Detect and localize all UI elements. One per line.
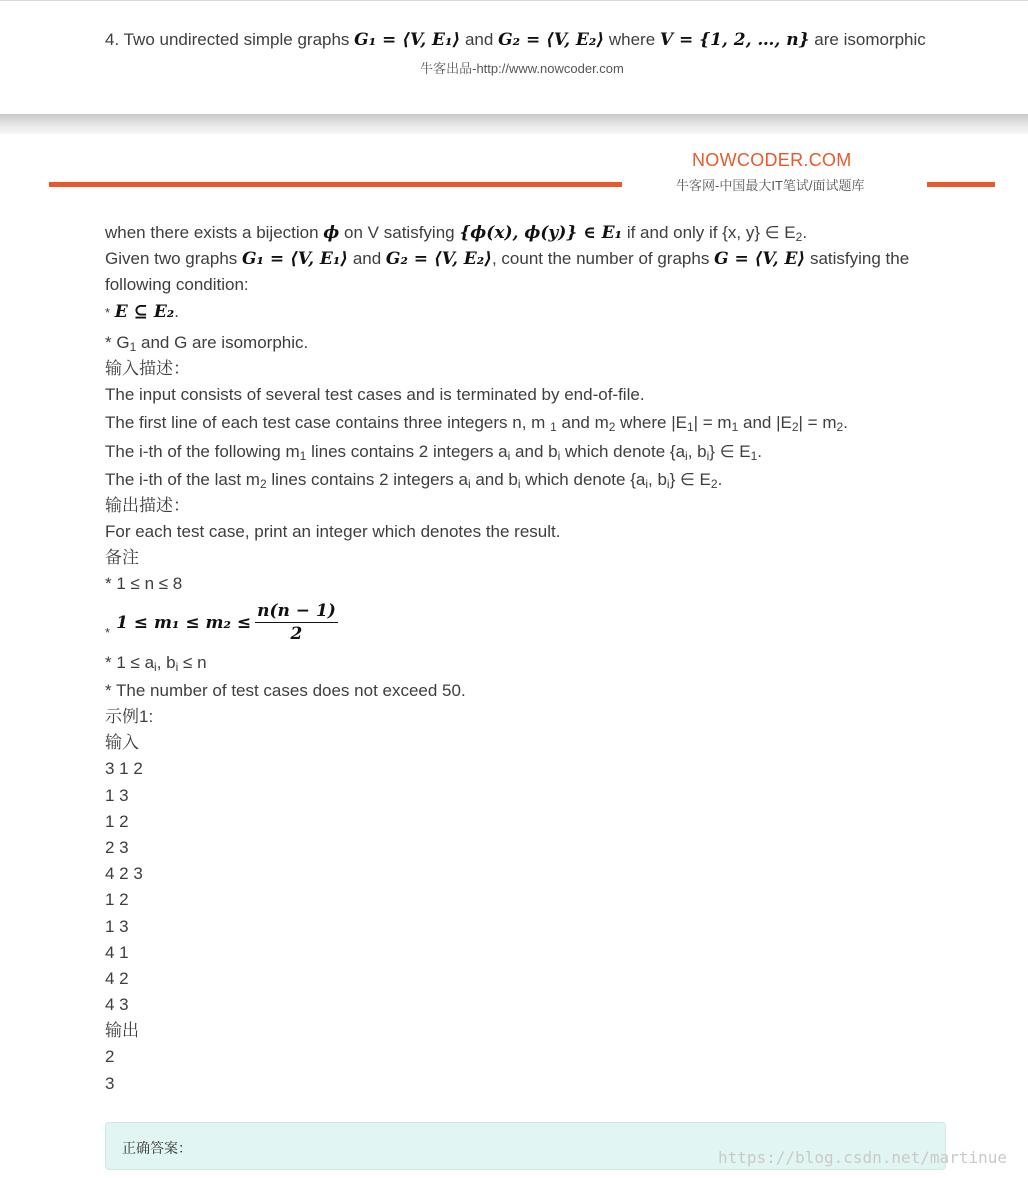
subscript: i — [685, 448, 688, 463]
bullet-star: * — [105, 304, 111, 320]
text: . — [843, 413, 848, 433]
text: } ∈ E — [709, 441, 751, 461]
subscript: 2 — [795, 230, 803, 244]
fraction-numerator: n(n − 1) — [257, 601, 336, 622]
input-line-4 — [105, 467, 945, 493]
desc-line-1 — [105, 220, 945, 246]
note-4: * The number of test cases does not exceed 50. — [105, 680, 466, 700]
subscript: 1 — [299, 448, 307, 463]
text: . — [174, 301, 179, 321]
problem-statement-line — [105, 22, 985, 58]
text: Given two graphs — [105, 249, 238, 269]
text: The i-th of the following m — [105, 441, 300, 461]
subscript: 2 — [608, 420, 616, 435]
brand-tagline: 牛客网-中国最大IT笔试/面试题库 — [676, 178, 865, 193]
example-heading: 示例1: — [105, 707, 154, 726]
example-output-label: 输出 — [105, 1021, 139, 1041]
condition-1 — [105, 299, 945, 325]
subscript: i — [175, 659, 179, 674]
text: which denote {a — [525, 469, 646, 489]
text: and |E — [743, 413, 792, 433]
text: . — [757, 441, 762, 461]
input-line-1: The input consists of several test cases and is terminated by end-of-file. — [105, 385, 645, 405]
text: , b — [687, 441, 707, 461]
brand-logo-text: NOWCODER.COM — [692, 150, 852, 170]
subset-formula: E ⊆ E₂ — [114, 301, 175, 322]
subscript: 2 — [791, 420, 799, 435]
text: when there exists a bijection — [105, 223, 319, 242]
text: and G are isomorphic. — [140, 332, 309, 352]
example-input-line: 1 3 — [105, 785, 129, 805]
subscript: i — [517, 476, 521, 491]
text: . — [802, 223, 808, 242]
desc-line-3: following condition: — [105, 275, 249, 295]
input-line-2 — [105, 410, 945, 436]
subscript: i — [557, 448, 561, 463]
problem-number-text: 4. Two undirected simple graphs — [105, 30, 350, 49]
text: * G — [105, 332, 130, 352]
where-text: where — [608, 30, 656, 49]
subscript: 1 — [731, 420, 739, 435]
source-footer: 牛客出品-http://www.nowcoder.com — [420, 61, 624, 76]
and-text: and — [464, 30, 494, 49]
example-input-line: 1 3 — [105, 916, 129, 936]
text: and — [352, 249, 382, 269]
text: , b — [156, 652, 176, 672]
text: | = m — [693, 413, 732, 433]
text: , b — [648, 469, 667, 489]
text: The i-th of the last m — [105, 469, 260, 489]
g1-formula: G₁ = ⟨V, E₁⟩ — [354, 30, 461, 50]
text: . — [717, 469, 723, 489]
subscript: i — [645, 476, 649, 491]
g1-formula: G₁ = ⟨V, E₁⟩ — [242, 249, 349, 270]
text: satisfying the — [809, 249, 910, 269]
subscript: i — [467, 476, 471, 491]
example-output-line: 3 — [105, 1073, 115, 1093]
subscript: 1 — [129, 339, 137, 354]
output-line-1: For each test case, print an integer which denotes the result. — [105, 522, 561, 542]
text: and m — [561, 413, 609, 433]
example-input-line: 4 1 — [105, 942, 129, 962]
subscript: 1 — [686, 420, 694, 435]
answer-label: 正确答案： — [122, 1140, 192, 1156]
text: lines contains 2 integers a — [271, 469, 468, 489]
subscript: 1 — [550, 420, 557, 435]
vertex-set-formula: V = {1, 2, …, n} — [659, 30, 810, 50]
text: and b — [515, 441, 558, 461]
inequality-formula: 1 ≤ m₁ ≤ m₂ ≤ — [116, 612, 252, 633]
note-2 — [105, 598, 945, 648]
header-bar-right — [927, 182, 995, 187]
subscript: i — [507, 448, 511, 463]
note-3 — [105, 650, 945, 676]
g2-formula: G₂ = ⟨V, E₂⟩ — [498, 30, 605, 50]
page-separator — [0, 114, 1028, 134]
example-input-label: 输入 — [105, 733, 139, 753]
watermark: https://blog.csdn.net/martinue — [718, 1148, 1007, 1167]
problem-content — [105, 220, 945, 1097]
g-formula: G = ⟨V, E⟩ — [714, 249, 806, 270]
text: if and only if {x, y} ∈ E — [626, 223, 796, 242]
text: where |E — [620, 413, 687, 433]
example-input-line: 4 3 — [105, 995, 129, 1015]
text: lines contains 2 integers a — [311, 441, 508, 461]
subscript: 2 — [259, 476, 267, 491]
example-input-line: 1 2 — [105, 890, 129, 910]
fraction-denominator: 2 — [290, 624, 303, 645]
bullet-star: * — [105, 624, 111, 640]
fraction — [255, 601, 338, 644]
g2-formula: G₂ = ⟨V, E₂⟩ — [385, 249, 492, 270]
text: on V satisfying — [344, 223, 455, 242]
example-output-block — [105, 1044, 945, 1096]
example-input-block — [105, 756, 945, 1018]
subscript: 2 — [710, 476, 718, 491]
input-heading: 输入描述： — [105, 358, 190, 378]
subscript: 2 — [836, 420, 844, 435]
subscript: i — [706, 448, 710, 463]
example-input-line: 2 3 — [105, 837, 129, 857]
are-isomorphic-text: are isomorphic — [814, 30, 926, 49]
subscript: 1 — [750, 448, 758, 463]
text: * 1 ≤ a — [105, 652, 155, 672]
condition-2 — [105, 330, 945, 356]
text: ≤ n — [183, 652, 207, 672]
example-input-line: 1 2 — [105, 811, 129, 831]
output-heading: 输出描述： — [105, 495, 190, 515]
note-1: * 1 ≤ n ≤ 8 — [105, 574, 183, 594]
text: and b — [475, 469, 518, 489]
bijection-formula: {ϕ(x), ϕ(y)} ∈ E₁ — [459, 223, 623, 243]
example-output-line: 2 — [105, 1047, 115, 1067]
text: , count the number of graphs — [491, 249, 710, 269]
subscript: i — [154, 659, 157, 674]
text: } ∈ E — [669, 469, 711, 489]
header-bar-left — [49, 182, 622, 187]
example-input-line: 4 2 3 — [105, 864, 143, 884]
example-input-line: 4 2 — [105, 968, 129, 988]
text: | = m — [798, 413, 837, 433]
text: which denote {a — [565, 441, 686, 461]
input-line-3 — [105, 439, 945, 465]
notes-heading: 备注 — [105, 548, 139, 568]
top-border — [0, 0, 1028, 1]
example-input-line: 3 1 2 — [105, 759, 143, 779]
subscript: i — [666, 476, 670, 491]
phi-symbol: ϕ — [323, 223, 340, 243]
desc-line-2 — [105, 246, 945, 272]
text: The first line of each test case contains three integers n, m — [105, 413, 546, 433]
